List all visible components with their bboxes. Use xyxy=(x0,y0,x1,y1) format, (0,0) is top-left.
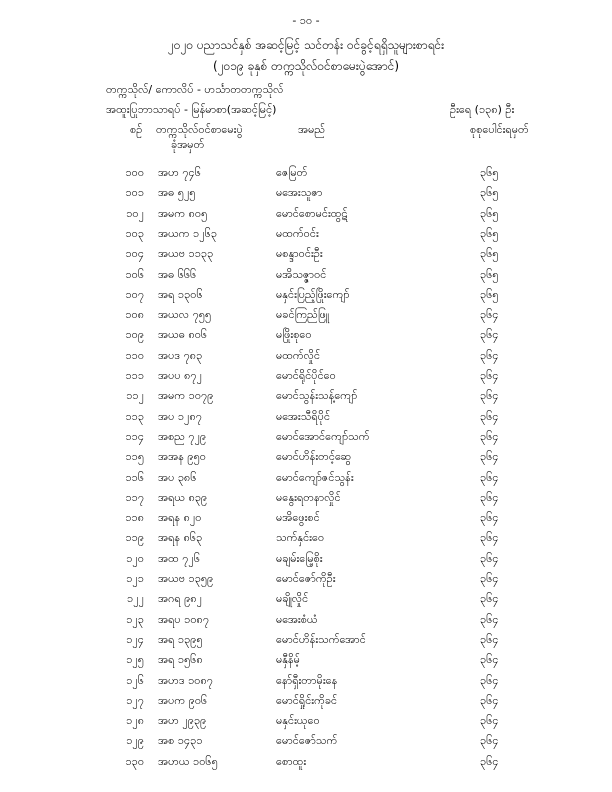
total-mark: ၃၆၄ xyxy=(480,714,499,728)
roll-number: အရ ၁၃၀၆ xyxy=(158,287,203,301)
table-row xyxy=(0,410,612,430)
row-number: ၁၀၆ xyxy=(125,267,144,281)
student-name: မအိဖွေးစင် xyxy=(276,511,320,525)
row-number: ၁၀၉ xyxy=(125,328,144,342)
roll-number: အရပ ၁၀၈၇ xyxy=(158,612,210,626)
document-subtitle: (၂၀၁၉ ခုနှစ် တက္ကသိုလ်ဝင်စာမေးပွဲအောင်) xyxy=(212,59,400,73)
document-title: ၂၀၂၀ ပညာသင်နှစ် အဆင့်မြင့် သင်တန်း ဝင်ခွင့်ရရှိသူများစာရင်း xyxy=(167,38,445,52)
row-number: ၁၂၂ xyxy=(127,592,144,606)
page-number: - ၁၀ - xyxy=(292,14,320,27)
total-mark: ၃၆၄ xyxy=(480,450,499,464)
student-name: သက်နှင်းဝေ xyxy=(276,531,325,545)
student-name: မောင်ဇော်ကိုဦး xyxy=(276,572,336,585)
total-mark: ၃၆၄ xyxy=(480,470,499,484)
table-row xyxy=(0,328,612,348)
total-mark: ၃၆၄ xyxy=(480,531,499,545)
row-number: ၁၂၄ xyxy=(126,632,144,646)
roll-number: အထ ၇၂၆ xyxy=(158,551,201,565)
student-name: မနှင်းယုဝေ xyxy=(276,714,320,728)
table-row xyxy=(0,471,612,491)
total-mark: ၃၆၅ xyxy=(480,247,499,261)
total-mark: ၃၆၄ xyxy=(480,328,499,342)
table-row xyxy=(0,369,612,389)
total-mark: ၃၆၄ xyxy=(480,673,499,687)
total-mark: ၃၆၄ xyxy=(480,429,499,443)
total-mark: ၃၆၄ xyxy=(480,754,499,768)
header-name: အမည် xyxy=(298,123,326,136)
roll-number: အရန ၈၂၀ xyxy=(158,511,202,525)
table-row xyxy=(0,247,612,267)
student-name: မအေးသီရိပိုင် xyxy=(276,409,331,423)
student-name: မနှီနိမ့် xyxy=(276,653,300,667)
total-mark: ၃၆၅ xyxy=(480,186,499,200)
row-number: ၁၁၁ xyxy=(125,369,144,382)
student-name: မောင်သွန်းသန့်ကျော် xyxy=(276,389,358,403)
student-name: စောထူး xyxy=(276,754,307,768)
student-name: မောင်စောမင်းထွဋ် xyxy=(276,206,348,220)
student-name: မအေးစံယံ xyxy=(276,612,318,626)
total-mark: ၃၆၄ xyxy=(480,653,499,667)
student-name: မောင်အောင်ကျော်သက် xyxy=(276,429,370,443)
student-name: မချမ်းမြေ့စိုး xyxy=(276,551,323,565)
row-number: ၁၁၅ xyxy=(125,450,144,464)
table-row xyxy=(0,552,612,572)
row-number: ၁၂၃ xyxy=(126,612,144,626)
header-no: စဉ် xyxy=(130,123,143,136)
student-name: မအေးသူဇာ xyxy=(276,186,323,200)
table-row xyxy=(0,633,612,653)
student-name: ဇေမြတ် xyxy=(276,166,308,179)
roll-number: အဟ ၇၄၆ xyxy=(158,166,201,179)
table-row xyxy=(0,694,612,714)
total-mark: ၃၆၅ xyxy=(480,166,499,179)
student-name: မောင်ကျော်ဇင်သွန်း xyxy=(276,470,354,484)
student-name: မစန္ဒာဝင်းဦး xyxy=(276,247,323,261)
table-row xyxy=(0,511,612,531)
total-mark: ၃၆၄ xyxy=(480,572,499,585)
table-row xyxy=(0,288,612,308)
student-name: မထက်ဝင်း xyxy=(276,226,319,240)
table-row xyxy=(0,592,612,612)
student-name: မခင်ကြည်ဖြူ xyxy=(276,308,330,322)
table-row xyxy=(0,430,612,450)
student-name: မောင်ဇော်သက် xyxy=(276,734,338,748)
table-row xyxy=(0,653,612,673)
roll-number: အရ ၁၃၉၅ xyxy=(158,632,203,646)
student-name: မဖြိုးစုဝေ xyxy=(276,328,312,342)
student-name: နော်ရှီးတာမိုးနေ xyxy=(276,673,338,687)
row-number: ၁၁၄ xyxy=(125,429,144,443)
row-number: ၁၁၇ xyxy=(125,490,144,504)
roll-number: အဟဒ ၁၀၈၇ xyxy=(158,673,213,687)
row-number: ၁၁၈ xyxy=(125,511,144,525)
roll-number: အစည ၇၂၉ xyxy=(158,429,207,443)
total-mark: ၃၆၄ xyxy=(480,369,499,382)
roll-number: အယက ၁၂၆၃ xyxy=(158,226,218,240)
row-number: ၁၀၈ xyxy=(125,308,144,322)
roll-number: အပပ ၈၇၂ xyxy=(158,369,203,382)
roll-number: အမက ၈၀၅ xyxy=(158,206,208,220)
row-number: ၁၀၂ xyxy=(126,206,144,220)
student-name: မနွေးရတနာလှိုင် xyxy=(276,490,341,504)
total-mark: ၃၆၄ xyxy=(480,389,499,403)
table-row xyxy=(0,389,612,409)
header-roll: တက္ကသိုလ်ဝင်စာမေးပွဲ xyxy=(156,123,243,136)
roll-number: အဓ ၅၂၅ xyxy=(158,186,196,200)
roll-number: အမက ၁၀၇၉ xyxy=(158,389,214,403)
table-row xyxy=(0,755,612,775)
roll-number: အဂရ ၉၈၂ xyxy=(158,592,203,606)
table-row xyxy=(0,450,612,470)
table-row xyxy=(0,268,612,288)
row-number: ၁၂၁ xyxy=(126,572,144,585)
table-row xyxy=(0,491,612,511)
table-row xyxy=(0,613,612,633)
student-name: မောင်ရိုင်ပိုင်ဝေ xyxy=(276,369,336,382)
total-mark: ၃၆၄ xyxy=(480,490,499,504)
student-name: မနှင်းပြည့်ဖြိုးကျော် xyxy=(276,287,350,301)
roll-number: အပက ၉၀၆ xyxy=(158,693,208,707)
table-row xyxy=(0,531,612,551)
roll-number: အရန ၈၆၃ xyxy=(158,531,203,545)
row-number: ၁၂၇ xyxy=(126,693,144,707)
row-number: ၁၀၃ xyxy=(125,226,144,240)
total-mark: ၃၆၅ xyxy=(480,267,499,281)
row-number: ၁၀၄ xyxy=(125,247,144,261)
total-mark: ၃၆၄ xyxy=(480,612,499,626)
total-mark: ၃၆၄ xyxy=(480,511,499,525)
table-row xyxy=(0,734,612,754)
row-number: ၁၂၀ xyxy=(126,551,144,565)
row-number: ၁၁၀ xyxy=(125,348,144,362)
table-row xyxy=(0,166,612,186)
row-number: ၁၂၉ xyxy=(126,734,144,748)
specialization-line: အထူးပြုဘာသာရပ် - မြန်မာစာ(အဆင့်မြင့်) xyxy=(106,103,277,116)
roll-number: အဟ ၂၉၃၉ xyxy=(158,714,207,728)
row-number: ၁၂၆ xyxy=(126,673,144,687)
row-number: ၁၂၅ xyxy=(126,653,144,667)
roll-number: အပ ၁၂၈၇ xyxy=(158,409,202,423)
table-row xyxy=(0,572,612,592)
row-number: ၁၀၀ xyxy=(125,166,144,179)
row-number: ၁၀၁ xyxy=(125,186,144,200)
seat-count: ဦးရေ (၁၃၈) ဦး xyxy=(450,103,515,116)
total-mark: ၃၆၅ xyxy=(480,226,499,240)
student-name: မောင်ဟိန်းတင့်ဆွေ xyxy=(276,450,352,464)
roll-number: အဓ ၆၆၆ xyxy=(158,267,197,281)
row-number: ၁၁၆ xyxy=(125,470,144,484)
total-mark: ၃၆၄ xyxy=(480,551,499,565)
total-mark: ၃၆၄ xyxy=(480,308,499,322)
roll-number: အရ ၁၅၆၈ xyxy=(158,653,203,667)
table-row xyxy=(0,308,612,328)
roll-number: အရယ ၈၃၉ xyxy=(158,490,208,504)
table-row xyxy=(0,186,612,206)
total-mark: ၃၆၄ xyxy=(480,348,499,362)
row-number: ၁၁၃ xyxy=(125,409,144,423)
roll-number: အပ ၃၈၆ xyxy=(158,470,197,484)
row-number: ၁၀၇ xyxy=(125,287,144,301)
total-mark: ၃၆၄ xyxy=(480,734,499,748)
header-roll-sub: ခုံအမှတ် xyxy=(171,138,205,151)
total-mark: ၃၆၄ xyxy=(480,409,499,423)
row-number: ၁၁၂ xyxy=(126,389,144,403)
student-name: မအိသဇ္ဇာဝင် xyxy=(276,267,327,281)
roll-number: အစ ၁၄၃၁ xyxy=(158,734,203,748)
table-row xyxy=(0,227,612,247)
row-number: ၁၁၉ xyxy=(125,531,144,545)
total-mark: ၃၆၅ xyxy=(480,206,499,220)
roll-number: အပဒ ၇၈၃ xyxy=(158,348,203,362)
roll-number: အယဗ ၁၃၅၉ xyxy=(158,572,214,585)
student-name: မချိုလှိုင် xyxy=(276,592,309,606)
roll-number: အယလ ၇၅၅ xyxy=(158,308,212,322)
table-row xyxy=(0,207,612,227)
university-line: တက္ကသိုလ်/ ကောလိပ် - ဟင်္သာတတက္ကသိုလ် xyxy=(106,83,284,96)
total-mark: ၃၆၄ xyxy=(480,632,499,646)
table-row xyxy=(0,349,612,369)
header-mark: စုစုပေါင်းရမှတ် xyxy=(470,123,529,136)
total-mark: ၃၆၄ xyxy=(480,592,499,606)
roll-number: အယဓ ၈၀၆ xyxy=(158,328,208,342)
roll-number: အယဗ ၁၁၃၃ xyxy=(158,247,214,261)
total-mark: ၃၆၅ xyxy=(480,287,499,301)
roll-number: အဟယ ၁၀၆၅ xyxy=(158,754,218,768)
student-name: မောင်ရှိုင်းကိုခင် xyxy=(276,693,338,707)
row-number: ၁၃၀ xyxy=(125,754,144,768)
student-name: မောင်ဟိန်းသက်အောင် xyxy=(276,632,366,646)
row-number: ၁၂၈ xyxy=(126,714,144,728)
table-row xyxy=(0,674,612,694)
table-row xyxy=(0,714,612,734)
roll-number: အအန ၉၅၀ xyxy=(158,450,206,464)
student-name: မထက်လှိုင် xyxy=(276,348,321,362)
total-mark: ၃၆၄ xyxy=(480,693,499,707)
